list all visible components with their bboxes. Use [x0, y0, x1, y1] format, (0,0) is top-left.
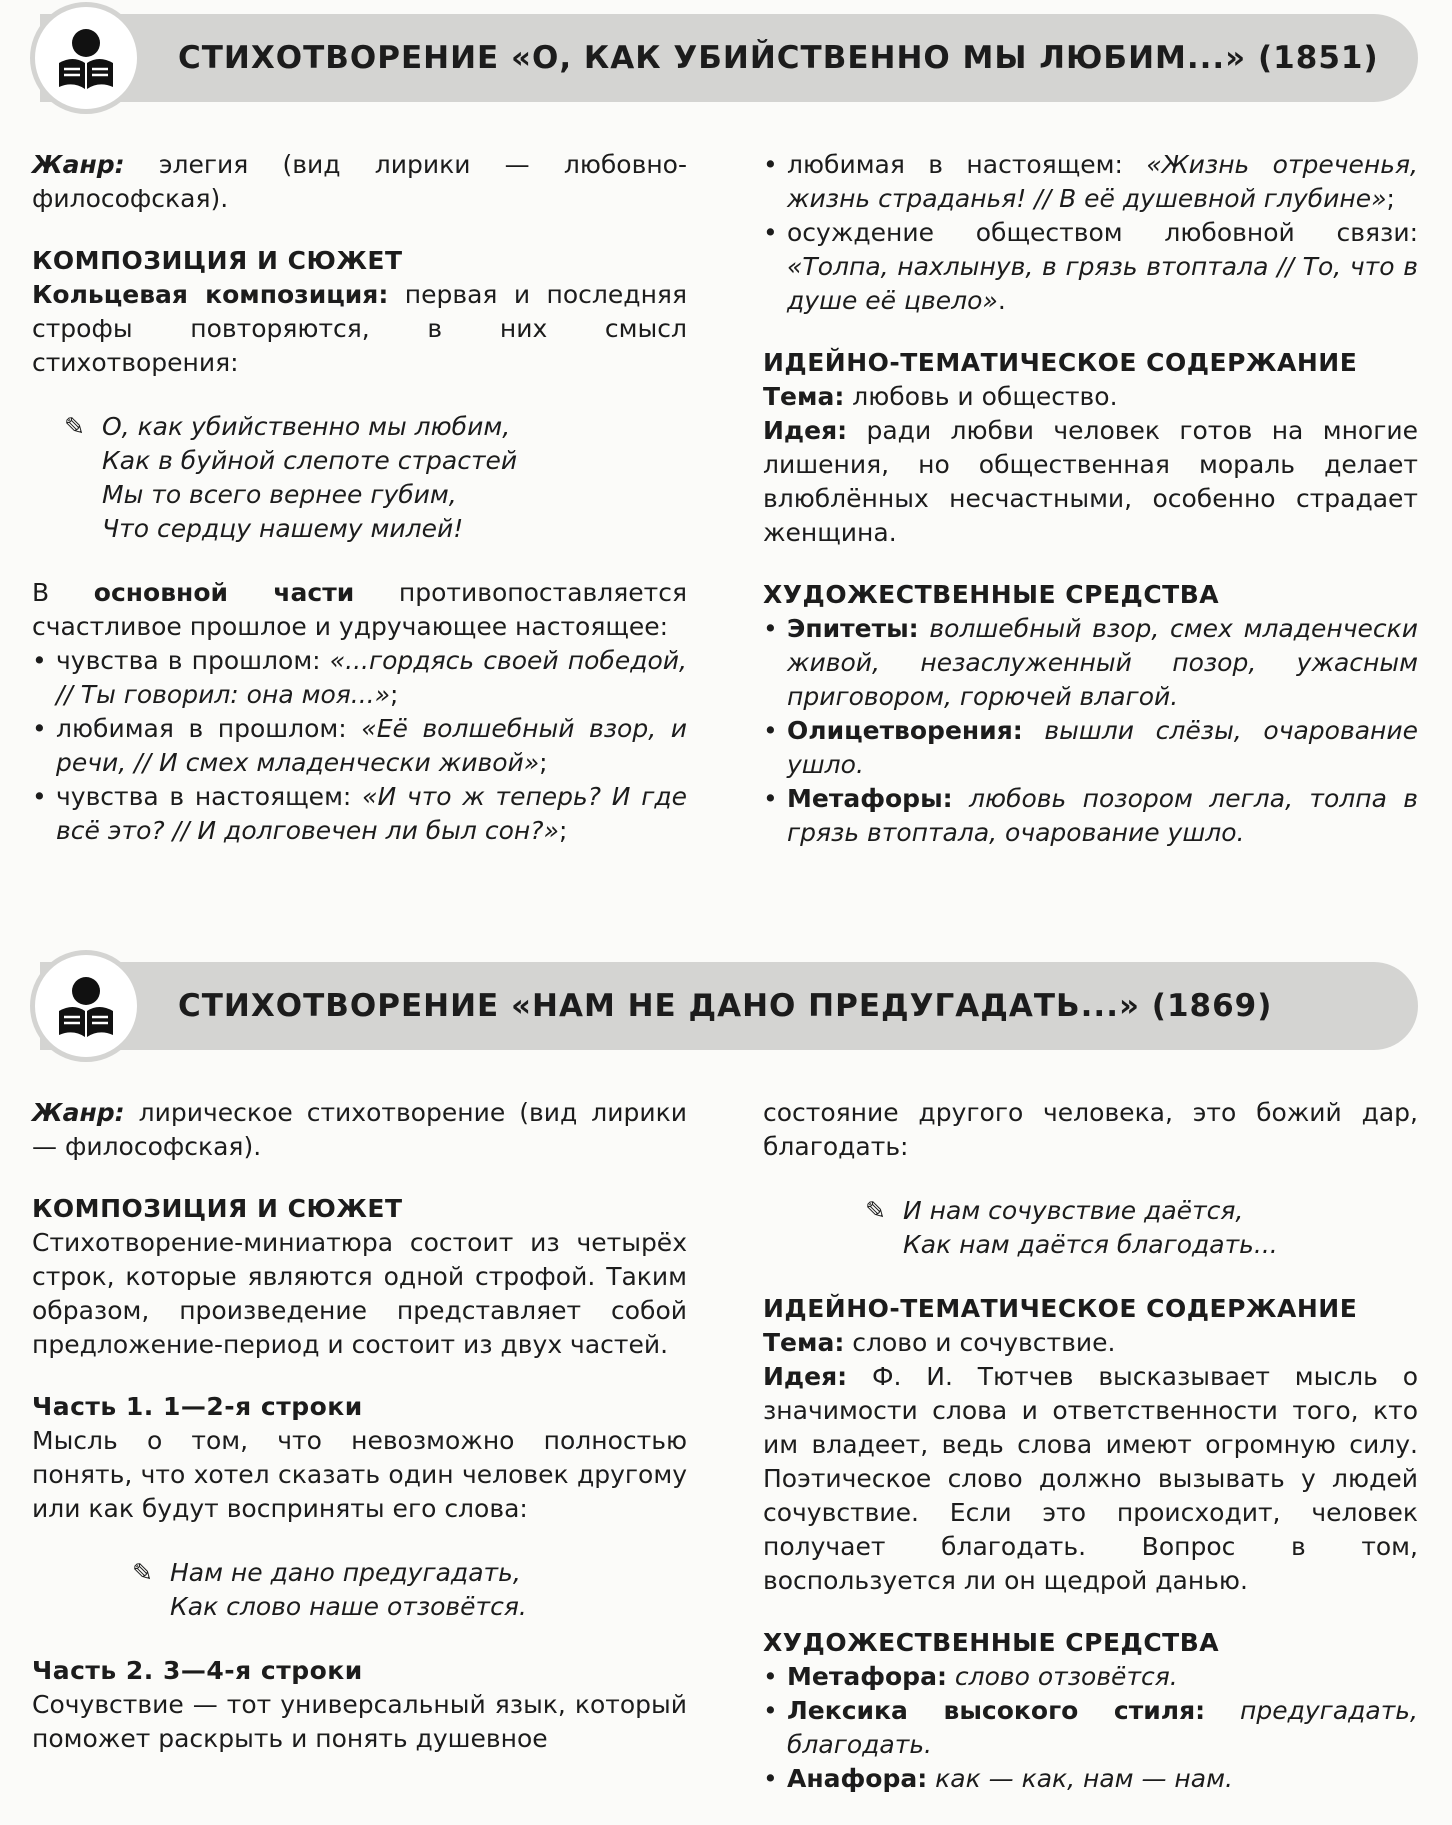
- means-list: [763, 612, 1418, 850]
- part1-heading: Часть 1. 1—2-я строки: [32, 1392, 363, 1421]
- part2-text: Сочувствие — тот универсальный язык, который поможет раскрыть и понять душевное: [32, 1690, 687, 1753]
- genre: Жанр: лирическое стихотворение (вид лирики — философская).: [32, 1098, 687, 1161]
- part1-text: Мысль о том, что невозможно полностью понять, что хотел сказать один человек другому или как будут восприняты его слова:: [32, 1426, 687, 1523]
- section-title: СТИХОТВОРЕНИЕ «О, КАК УБИЙСТВЕННО МЫ ЛЮБИМ...» (1851): [178, 40, 1379, 76]
- part2-text-continued: состояние другого человека, это божий дар, благодать:: [763, 1098, 1418, 1161]
- theme: Тема: слово и сочувствие.: [763, 1328, 1116, 1357]
- means-heading: ХУДОЖЕСТВЕННЫЕ СРЕДСТВА: [763, 580, 1220, 609]
- reader-book-icon: [30, 2, 142, 114]
- composition-heading: КОМПОЗИЦИЯ И СЮЖЕТ: [32, 1194, 403, 1223]
- reader-book-icon: [30, 950, 142, 1062]
- pencil-icon: ✎: [865, 1196, 886, 1225]
- contrast-list: [32, 644, 687, 848]
- section-banner: [40, 962, 1418, 1050]
- idea: Идея: ради любви человек готов на многие лишения, но общественная мораль делает влюблённых несчастными, особенно страдает женщина.: [763, 416, 1418, 547]
- list-item: • Метафоры: любовь позором легла, толпа в грязь втоптала, очарование ушло.: [763, 782, 1418, 850]
- list-item: • любимая в прошлом: «Её волшебный взор, и речи, // И смех младенчески живой»;: [32, 712, 687, 780]
- composition-text: Стихотворение-миниатюра состоит из четырёх строк, которые являются одной строфой. Таким образом, произведение представляет собой предложение-период и состоит из двух частей.: [32, 1228, 687, 1359]
- list-item: • Эпитеты: волшебный взор, смех младенчески живой, незаслуженный позор, ужасным приговором, горючей влагой.: [763, 612, 1418, 714]
- right-column: [763, 1096, 1418, 1796]
- means-list: [763, 1660, 1418, 1796]
- poem-quote: ✎ Нам не дано предугадать, Как слово наше отзовётся.: [132, 1558, 527, 1621]
- section-title: СТИХОТВОРЕНИЕ «НАМ НЕ ДАНО ПРЕДУГАДАТЬ...» (1869): [178, 988, 1273, 1024]
- idea: Идея: Ф. И. Тютчев высказывает мысль о значимости слова и ответственности того, кто им владеет, ведь слова имеют огромную силу. Поэтическое слово должно вызывать у людей сочувствие. Если это происходит, человек получает благодать. Вопрос в том, воспользуется ли он щедрой данью.: [763, 1362, 1418, 1595]
- means-heading: ХУДОЖЕСТВЕННЫЕ СРЕДСТВА: [763, 1628, 1220, 1657]
- poem-quote: ✎ О, как убийственно мы любим, Как в буйной слепоте страстей Мы то всего вернее губим, Что сердцу нашему милей!: [64, 412, 518, 543]
- ring-composition: Кольцевая композиция: первая и последняя строфы повторяются, в них смысл стихотворения:: [32, 280, 687, 377]
- contrast-list-continued: [763, 148, 1418, 318]
- left-column: [32, 148, 687, 848]
- left-column: [32, 1096, 687, 1756]
- pencil-icon: ✎: [64, 412, 85, 441]
- pencil-icon: ✎: [132, 1558, 153, 1587]
- list-item: • Лексика высокого стиля: предугадать, благодать.: [763, 1694, 1418, 1762]
- list-item: • Анафора: как — как, нам — нам.: [763, 1762, 1418, 1796]
- list-item: • осуждение обществом любовной связи: «Толпа, нахлынув, в грязь втоптала // То, что в душе её цвело».: [763, 216, 1418, 318]
- composition-heading: КОМПОЗИЦИЯ И СЮЖЕТ: [32, 246, 403, 275]
- list-item: • чувства в настоящем: «И что ж теперь? И где всё это? // И долговечен ли был сон?»;: [32, 780, 687, 848]
- section-poem-2: [0, 948, 1452, 1825]
- idea-heading: ИДЕЙНО-ТЕМАТИЧЕСКОЕ СОДЕРЖАНИЕ: [763, 1294, 1358, 1323]
- list-item: • любимая в настоящем: «Жизнь отреченья, жизнь страданья! // В её душевной глубине»;: [763, 148, 1418, 216]
- list-item: • Олицетворения: вышли слёзы, очарование ушло.: [763, 714, 1418, 782]
- poem-quote: ✎ И нам сочувствие даётся, Как нам даётся благодать...: [865, 1196, 1278, 1259]
- right-column: [763, 148, 1418, 850]
- genre: Жанр: элегия (вид лирики — любовно-философская).: [32, 150, 687, 213]
- theme: Тема: любовь и общество.: [763, 382, 1118, 411]
- list-item: • чувства в прошлом: «...гордясь своей победой, // Ты говорил: она моя...»;: [32, 644, 687, 712]
- list-item: • Метафора: слово отзовётся.: [763, 1660, 1418, 1694]
- section-banner: [40, 14, 1418, 102]
- idea-heading: ИДЕЙНО-ТЕМАТИЧЕСКОЕ СОДЕРЖАНИЕ: [763, 348, 1358, 377]
- part2-heading: Часть 2. 3—4-я строки: [32, 1656, 363, 1685]
- main-part-intro: В основной части противопоставляется счастливое прошлое и удручающее настоящее:: [32, 578, 687, 641]
